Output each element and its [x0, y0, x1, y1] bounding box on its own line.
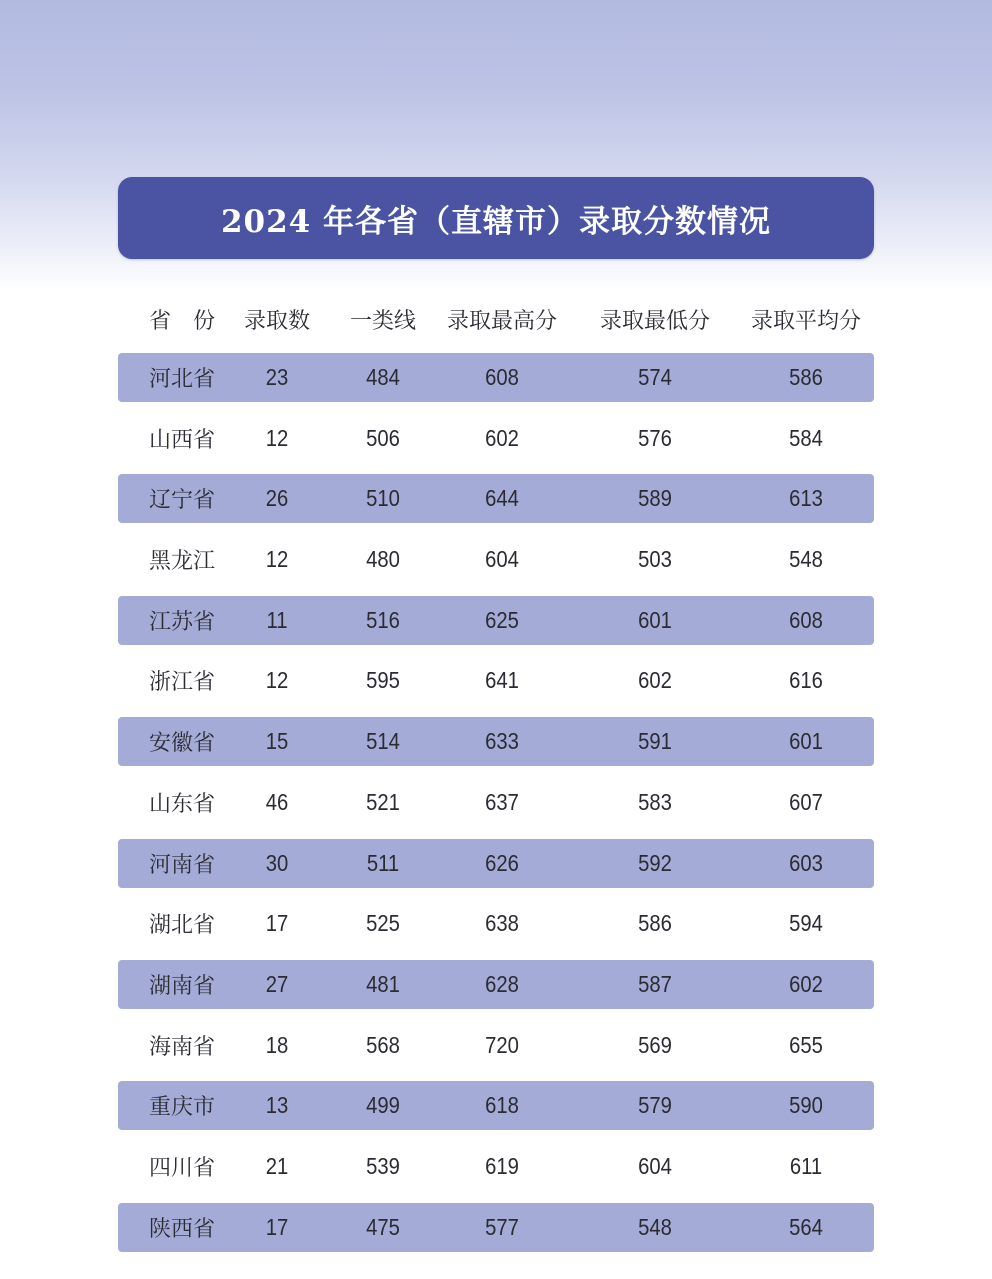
header-min: 录取最低分: [599, 308, 710, 334]
cell-line: 499: [366, 1092, 400, 1119]
header-count: 录取数: [243, 308, 310, 334]
table-row: [118, 1200, 874, 1261]
cell-avg: 608: [789, 606, 823, 633]
header-province-char-1: 省: [149, 308, 172, 334]
cell-min: 604: [638, 1152, 672, 1179]
cell-province: 海南省: [149, 1034, 216, 1060]
cell-count: 13: [265, 1092, 289, 1119]
cell-province: 四川省: [149, 1155, 216, 1181]
cell-avg: 611: [789, 1152, 823, 1179]
cell-min: 583: [638, 788, 672, 815]
cell-province: 浙江省: [149, 670, 216, 696]
cell-province: 辽宁省: [149, 488, 216, 514]
cell-count: 12: [265, 667, 289, 694]
header-max: 录取最高分: [446, 308, 557, 334]
cell-line: 480: [366, 546, 400, 573]
header-avg: 录取平均分: [750, 308, 861, 334]
table-row: [118, 471, 874, 532]
cell-avg: 602: [789, 970, 823, 997]
cell-min: 589: [638, 485, 672, 512]
cell-avg: 601: [789, 728, 823, 755]
cell-line: 484: [366, 364, 400, 390]
cell-count: 12: [265, 546, 289, 573]
cell-min: 587: [638, 970, 672, 997]
header-line: 一类线: [349, 308, 416, 334]
title-banner: [118, 177, 874, 259]
cell-max: 628: [485, 970, 519, 997]
cell-province: 黑龙江: [149, 549, 216, 575]
cell-count: 18: [265, 1031, 289, 1058]
cell-max: 602: [485, 424, 519, 451]
cell-min: 548: [638, 1213, 672, 1240]
table-header-row: [118, 290, 874, 350]
cell-province: 山东省: [149, 791, 216, 817]
cell-min: 591: [638, 728, 672, 755]
cell-min: 503: [638, 546, 672, 573]
cell-count: 17: [265, 910, 289, 937]
table-body: [118, 350, 874, 1260]
cell-count: 11: [266, 606, 288, 633]
cell-avg: 655: [789, 1031, 823, 1058]
cell-max: 608: [485, 364, 519, 390]
cell-max: 637: [485, 788, 519, 815]
cell-avg: 548: [789, 546, 823, 573]
table-row: [118, 593, 874, 654]
table-row: [118, 1078, 874, 1139]
cell-province: 山西省: [149, 427, 216, 453]
cell-province: 江苏省: [149, 609, 216, 635]
table-row: [118, 957, 874, 1018]
cell-line: 510: [366, 485, 400, 512]
cell-max: 720: [485, 1031, 519, 1058]
cell-line: 521: [366, 788, 400, 815]
cell-line: 516: [366, 606, 400, 633]
cell-count: 26: [265, 485, 289, 512]
cell-province: 陕西省: [149, 1216, 216, 1242]
cell-province: 安徽省: [149, 731, 216, 757]
cell-min: 602: [638, 667, 672, 694]
table-row: [118, 653, 874, 714]
cell-max: 625: [485, 606, 519, 633]
cell-min: 574: [638, 364, 672, 390]
table-row: [118, 1139, 874, 1200]
cell-province: 湖南省: [149, 973, 216, 999]
cell-min: 569: [638, 1031, 672, 1058]
cell-avg: 564: [789, 1213, 823, 1240]
cell-avg: 613: [789, 485, 823, 512]
table-row: [118, 1018, 874, 1079]
cell-count: 12: [265, 424, 289, 451]
cell-avg: 594: [789, 910, 823, 937]
cell-count: 23: [265, 364, 289, 390]
table-row: [118, 350, 874, 411]
cell-max: 633: [485, 728, 519, 755]
table-row: [118, 532, 874, 593]
cell-max: 626: [485, 849, 519, 876]
admission-score-table: [118, 290, 874, 1260]
cell-count: 30: [265, 849, 289, 876]
cell-max: 641: [485, 667, 519, 694]
cell-line: 595: [366, 667, 400, 694]
table-row: [118, 775, 874, 836]
cell-count: 21: [265, 1152, 289, 1179]
cell-max: 619: [485, 1152, 519, 1179]
page-title: 2024 年各省（直辖市）录取分数情况: [220, 203, 772, 240]
cell-max: 638: [485, 910, 519, 937]
cell-avg: 607: [789, 788, 823, 815]
cell-max: 618: [485, 1092, 519, 1119]
cell-avg: 590: [789, 1092, 823, 1119]
cell-min: 586: [638, 910, 672, 937]
cell-avg: 616: [789, 667, 823, 694]
cell-line: 481: [366, 970, 400, 997]
cell-line: 568: [366, 1031, 400, 1058]
cell-count: 46: [265, 788, 289, 815]
table-row: [118, 411, 874, 472]
cell-avg: 584: [789, 424, 823, 451]
cell-province: 重庆市: [149, 1095, 216, 1121]
cell-avg: 603: [789, 849, 823, 876]
cell-province: 河南省: [149, 852, 216, 878]
table-row: [118, 714, 874, 775]
cell-province: 湖北省: [149, 913, 216, 939]
cell-min: 576: [638, 424, 672, 451]
table-row: [118, 896, 874, 957]
cell-line: 511: [366, 849, 400, 876]
cell-min: 579: [638, 1092, 672, 1119]
cell-province: 河北省: [149, 367, 216, 392]
cell-line: 475: [366, 1213, 400, 1240]
cell-max: 644: [485, 485, 519, 512]
cell-line: 525: [366, 910, 400, 937]
cell-max: 604: [485, 546, 519, 573]
cell-max: 577: [485, 1213, 519, 1240]
cell-count: 17: [265, 1213, 289, 1240]
cell-line: 539: [366, 1152, 400, 1179]
cell-min: 592: [638, 849, 672, 876]
cell-min: 601: [638, 606, 672, 633]
cell-line: 514: [366, 728, 400, 755]
cell-count: 15: [265, 728, 289, 755]
cell-count: 27: [265, 970, 289, 997]
table-row: [118, 836, 874, 897]
cell-line: 506: [366, 424, 400, 451]
cell-avg: 586: [789, 364, 823, 390]
header-province-char-2: 份: [193, 308, 216, 334]
